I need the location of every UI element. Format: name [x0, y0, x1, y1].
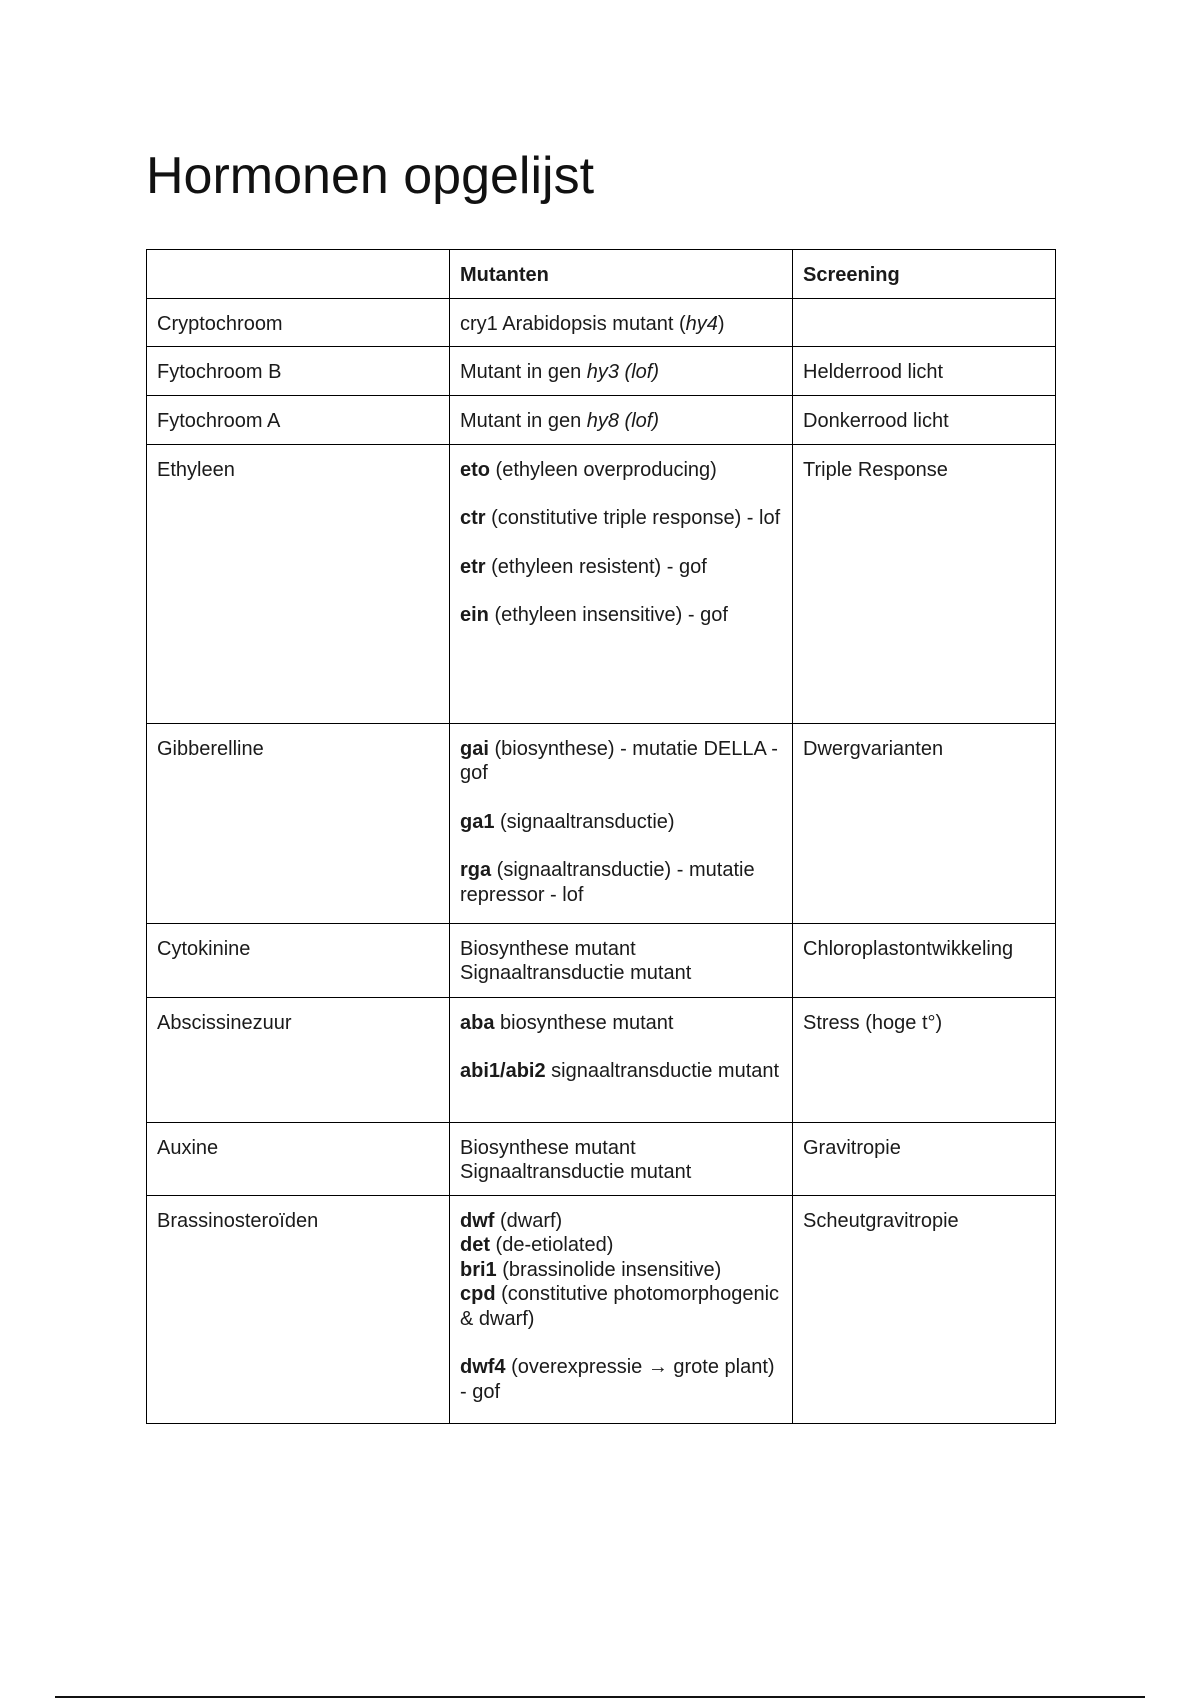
table-row	[147, 1195, 1056, 1423]
mutant-entry: ga1 (signaaltransductie)	[460, 810, 675, 833]
screening-cell: Scheutgravitropie	[793, 1195, 1056, 1423]
header-cell-hormone	[147, 250, 450, 299]
hormone-cell: Fytochroom A	[147, 396, 450, 445]
mutant-entry: etr (ethyleen resistent) - gof	[460, 555, 707, 578]
screening-cell: Triple Response	[793, 444, 1056, 723]
mutant-entry: Mutant in gen hy8 (lof)	[460, 410, 659, 432]
mutant-entry: Biosynthese mutant	[460, 1136, 636, 1159]
mutant-entry: Signaaltransductie mutant	[460, 962, 692, 984]
hormone-cell: Ethyleen	[147, 444, 450, 723]
mutant-cell	[450, 1122, 793, 1195]
page-title: Hormonen opgelijst	[146, 147, 595, 205]
mutant-entry: bri1 (brassinolide insensitive)	[460, 1258, 722, 1281]
table-header-row	[147, 250, 1056, 299]
screening-cell: Donkerrood licht	[793, 396, 1056, 445]
mutant-entry: Signaaltransductie mutant	[460, 1161, 692, 1183]
table-row	[147, 347, 1056, 396]
mutant-entry: cpd (constitutive photomorphogenic & dwarf)	[460, 1283, 780, 1330]
mutant-cell	[450, 1195, 793, 1423]
table-row	[147, 723, 1056, 923]
mutant-entry: cry1 Arabidopsis mutant (hy4)	[460, 312, 725, 335]
mutant-entry: det (de-etiolated)	[460, 1234, 614, 1256]
mutant-entry: eto (ethyleen overproducing)	[460, 458, 717, 481]
screening-cell: Chloroplastontwikkeling	[793, 923, 1056, 997]
table-row	[147, 298, 1056, 347]
mutant-cell	[450, 723, 793, 923]
mutant-cell	[450, 923, 793, 997]
table-row	[147, 923, 1056, 997]
hormone-cell: Auxine	[147, 1122, 450, 1195]
hormone-cell: Brassinosteroïden	[147, 1195, 450, 1423]
mutant-entry: abi1/abi2 signaaltransductie mutant	[460, 1060, 780, 1082]
hormone-cell: Cryptochroom	[147, 298, 450, 347]
mutant-cell	[450, 396, 793, 445]
screening-cell	[793, 298, 1056, 347]
table-row	[147, 444, 1056, 723]
table-row	[147, 997, 1056, 1122]
page-bottom-divider	[55, 1696, 1145, 1698]
hormone-cell: Abscissinezuur	[147, 997, 450, 1122]
mutant-entry: aba biosynthese mutant	[460, 1011, 674, 1034]
hormone-cell: Cytokinine	[147, 923, 450, 997]
mutant-entry: rga (signaaltransductie) - mutatie repressor - lof	[460, 859, 755, 906]
table-row	[147, 396, 1056, 445]
mutant-entry: dwf4 (overexpressie → grote plant) - gof	[460, 1356, 775, 1403]
header-cell-screening: Screening	[793, 250, 1056, 299]
screening-cell: Gravitropie	[793, 1122, 1056, 1195]
mutant-entry: Biosynthese mutant	[460, 937, 636, 960]
screening-cell: Helderrood licht	[793, 347, 1056, 396]
table-row	[147, 1122, 1056, 1195]
mutant-cell	[450, 997, 793, 1122]
hormone-table	[146, 249, 1056, 1424]
mutant-entry: dwf (dwarf)	[460, 1209, 563, 1232]
screening-cell: Stress (hoge t°)	[793, 997, 1056, 1122]
mutant-cell	[450, 298, 793, 347]
header-cell-mutanten: Mutanten	[450, 250, 793, 299]
hormone-cell: Fytochroom B	[147, 347, 450, 396]
mutant-entry: Mutant in gen hy3 (lof)	[460, 361, 659, 383]
hormone-cell: Gibberelline	[147, 723, 450, 923]
mutant-cell	[450, 444, 793, 723]
mutant-entry: gai (biosynthese) - mutatie DELLA - gof	[460, 737, 778, 784]
mutant-entry: ctr (constitutive triple response) - lof	[460, 507, 781, 529]
mutant-cell	[450, 347, 793, 396]
mutant-entry: ein (ethyleen insensitive) - gof	[460, 604, 728, 626]
screening-cell: Dwergvarianten	[793, 723, 1056, 923]
